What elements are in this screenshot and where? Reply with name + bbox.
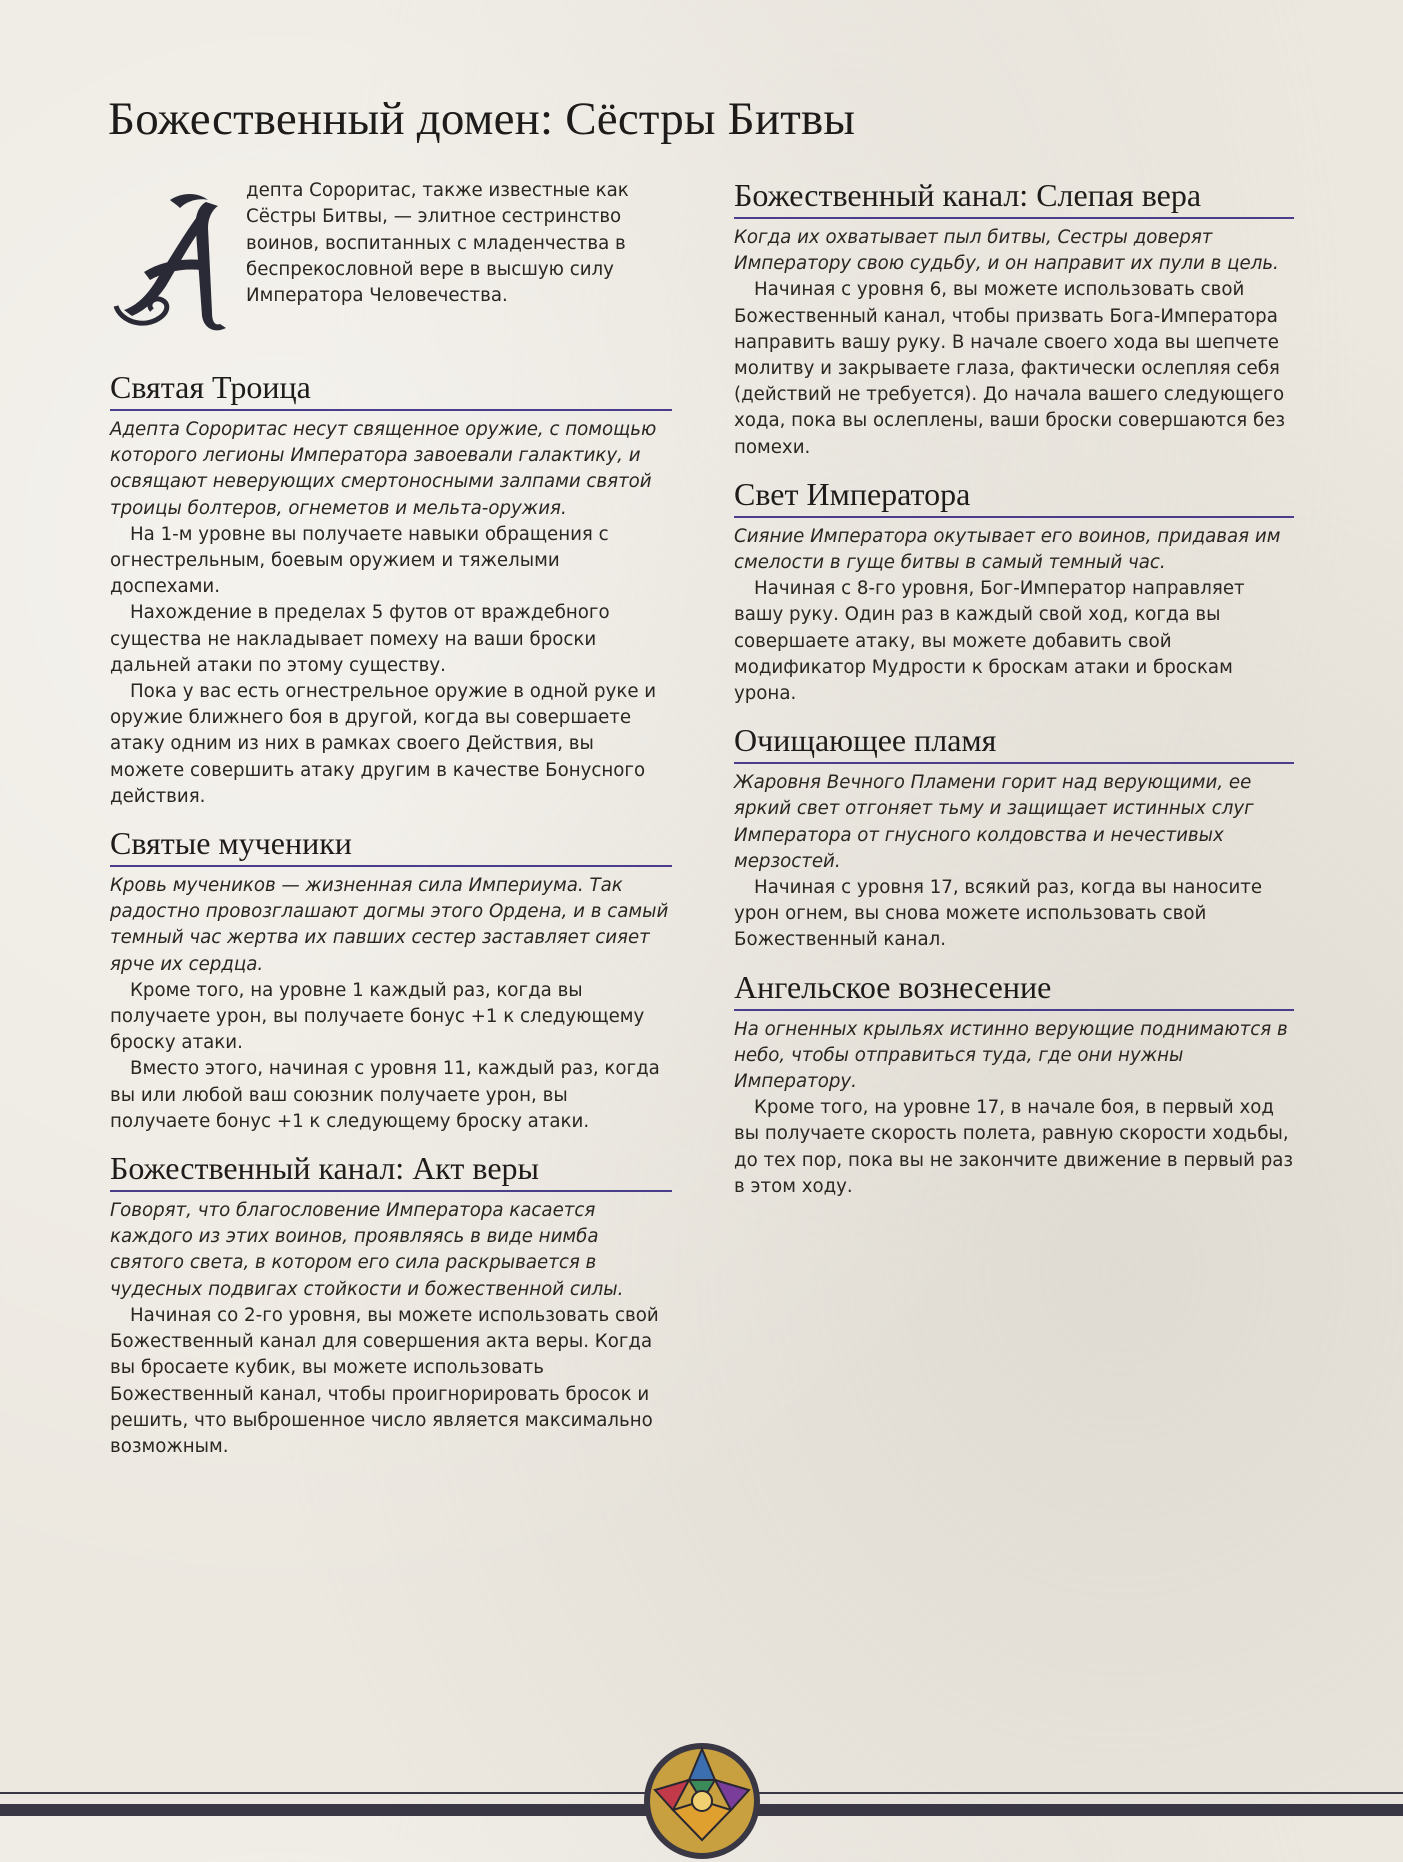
section-blind-faith xyxy=(734,176,1294,461)
section-act-of-faith xyxy=(110,1149,672,1460)
section-heading: Ангельское вознесение xyxy=(734,968,1294,1011)
body-paragraph: Пока у вас есть огнестрельное оружие в одной руке и оружие ближнего боя в другой, когда вы совершаете атаку одним из них в рамках своего Действия, вы можете совершить атаку другим в качестве Бонусного действия. xyxy=(110,681,657,807)
body-paragraph: Вместо этого, начиная с уровня 11, каждый раз, когда вы или любой ваш союзник получаете урон, вы получаете бонус +1 к следующему броску атаки. xyxy=(110,1058,660,1132)
body-paragraph: Кроме того, на уровне 1 каждый раз, когда вы получаете урон, вы получаете бонус +1 к следующему броску атаки. xyxy=(110,979,645,1054)
section-angelic-ascension xyxy=(734,968,1294,1200)
flavor-text: Кровь мучеников — жизненная сила Империума. Так радостно провозглашают догмы этого Ордена, и в самый темный час жертва их павших сестер заставляет сияет ярче их сердца. xyxy=(110,875,669,975)
body-paragraph: Начиная с уровня 17, всякий раз, когда вы наносите урон огнем, вы снова можете использовать свой Божественный канал. xyxy=(734,877,1263,951)
body-paragraph: На 1-м уровне вы получаете навыки обращения с огнестрельным, боевым оружием и тяжелыми доспехами. xyxy=(110,523,609,598)
flavor-text: Сияние Императора окутывает его воинов, придавая им смелости в гуще битвы в самый темный час. xyxy=(734,525,1281,574)
section-heading: Святая Троица xyxy=(110,368,672,411)
section-holy-trinity xyxy=(110,368,672,810)
intro-text: депта Сороритас, также известные как Сёстры Битвы, — элитное сестринство воинов, воспитанных с младенчества в беспрекословной вере в высшую силу Императора Человечества. xyxy=(246,180,629,307)
section-emperor-light xyxy=(734,475,1294,707)
right-column xyxy=(734,176,1294,1214)
flavor-text: Когда их охватывает пыл битвы, Сестры доверят Императору свою судьбу, и он направит их пули в цель. xyxy=(734,227,1279,275)
page-title: Божественный домен: Сёстры Битвы xyxy=(108,93,856,145)
body-paragraph: Нахождение в пределах 5 футов от враждебного существа не накладывает помеху на ваши броски дальней атаки по этому существу. xyxy=(110,602,610,676)
dropcap-ornament xyxy=(110,188,234,338)
intro-block xyxy=(110,178,672,338)
section-holy-martyrs xyxy=(110,824,672,1135)
section-heading: Очищающее пламя xyxy=(734,721,1294,764)
section-heading: Свет Императора xyxy=(734,475,1294,518)
section-cleansing-flame xyxy=(734,721,1294,953)
flavor-text: Говорят, что благословение Императора касается каждого из этих воинов, проявляясь в виде нимба святого света, в котором его сила раскрывается в чудесных подвигах стойкости и божественной силы. xyxy=(110,1200,624,1300)
section-heading: Божественный канал: Слепая вера xyxy=(734,176,1294,219)
body-paragraph: Начиная со 2-го уровня, вы можете использовать свой Божественный канал для совершения акта веры. Когда вы бросаете кубик, вы можете использовать Божественный канал, чтобы проигнорировать бросок и решить, что выброшенное число является максимально возможным. xyxy=(110,1304,659,1457)
body-paragraph: Начиная с уровня 6, вы можете использовать свой Божественный канал, чтобы призвать Бога-Императора направить вашу руку. В начале своего хода вы шепчете молитву и закрываете глаза, фактически ослепляя себя (действий не требуется). До начала вашего следующего хода, пока вы ослеплены, ваши броски совершаются без помехи. xyxy=(734,279,1286,458)
flavor-text: Жаровня Вечного Пламени горит над верующими, ее яркий свет отгоняет тьму и защищает истинных слуг Императора от гнусного колдовства и нечестивых мерзостей. xyxy=(734,772,1254,872)
section-heading: Божественный канал: Акт веры xyxy=(110,1149,672,1192)
stained-glass-emblem-icon xyxy=(641,1740,763,1862)
body-paragraph: Кроме того, на уровне 17, в начале боя, в первый ход вы получаете скорость полета, равную скорости ходьбы, до тех пор, пока вы не закончите движение в первый раз в этом ходу. xyxy=(734,1097,1294,1197)
left-column xyxy=(110,176,672,1474)
flavor-text: На огненных крыльях истинно верующие поднимаются в небо, чтобы отправиться туда, где они нужны Императору. xyxy=(734,1018,1288,1093)
body-paragraph: Начиная с 8-го уровня, Бог-Император направляет вашу руку. Один раз в каждый свой ход, когда вы совершаете атаку, вы можете добавить свой модификатор Мудрости к броскам атаки и броскам урона. xyxy=(734,578,1245,705)
section-heading: Святые мученики xyxy=(110,824,672,867)
flavor-text: Адепта Сороритас несут священное оружие, с помощью которого легионы Императора завоевали галактику, и освящают неверующих смертоносными залпами святой троицы болтеров, огнеметов и мельта-оружия. xyxy=(110,419,657,519)
